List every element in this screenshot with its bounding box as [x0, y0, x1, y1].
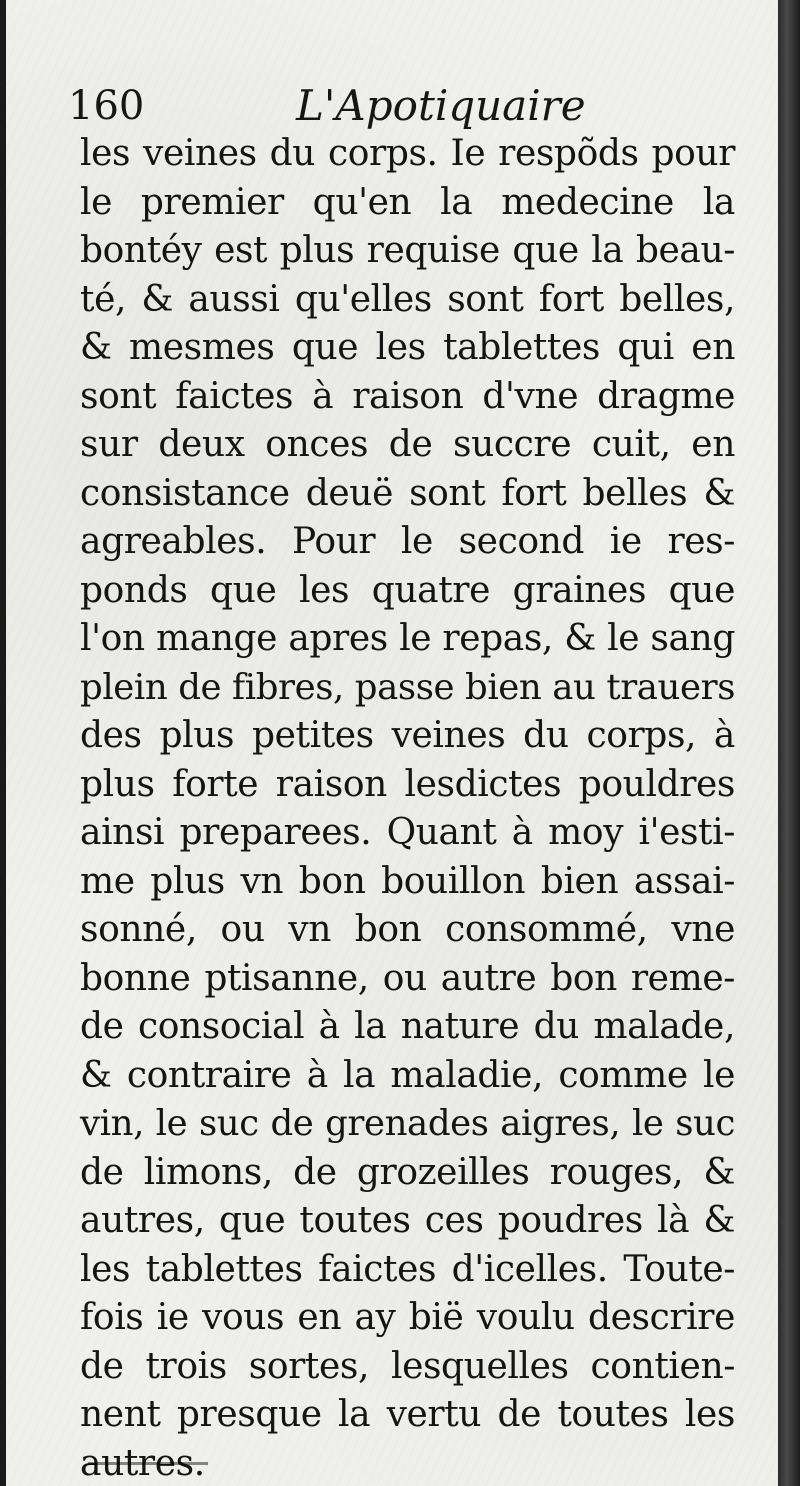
page-header	[68, 76, 728, 136]
text-line: l'on mange apres le repas, & le sang	[80, 618, 735, 659]
text-line: & contraire à la maladie, comme le	[80, 1054, 735, 1096]
text-line: le premier qu'en la medecine la	[80, 181, 735, 223]
text-line: de consocial à la nature du malade,	[80, 1006, 735, 1047]
text-line: agreables. Pour le second ie res-	[80, 521, 735, 562]
text-line: les veines du corps. Ie respõds pour	[80, 133, 735, 174]
text-line: sont faictes à raison d'vne dragme	[80, 375, 735, 417]
text-line: de limons, de grozeilles rouges, &	[80, 1151, 735, 1193]
text-line: vin, le suc de grenades aigres, le suc	[80, 1103, 735, 1144]
text-line: plus forte raison lesdictes pouldres	[80, 763, 735, 805]
text-line: & mesmes que les tablettes qui en	[80, 327, 735, 368]
page-gutter-shadow	[778, 0, 800, 1486]
text-line: ainsi preparees. Quant à moy i'esti-	[80, 812, 735, 853]
text-line: bonne ptisanne, ou autre bon reme-	[80, 957, 735, 999]
ink-underline	[88, 1462, 208, 1465]
text-line: plein de fibres, passe bien au trauers	[80, 666, 736, 708]
text-line: fois ie vous en ay bië voulu descrire	[80, 1297, 735, 1338]
text-line: autres, que toutes ces poudres là &	[80, 1200, 735, 1241]
text-line: té, & aussi qu'elles sont fort belles,	[80, 278, 735, 320]
text-line: nent presque la vertu de toutes les	[80, 1394, 735, 1435]
text-line: sur deux onces de succre cuit, en	[80, 424, 735, 465]
text-line: consistance deuë sont fort belles &	[80, 472, 735, 514]
text-line: des plus petites veines du corps, à	[80, 715, 735, 756]
text-line: sonné, ou vn bon consommé, vne	[80, 909, 735, 950]
text-line: autres.	[80, 1442, 205, 1484]
text-line: me plus vn bon bouillon bien assai-	[80, 860, 735, 902]
text-line: bontéy est plus requise que la beau-	[80, 230, 735, 271]
running-title: L'Apotiquaire	[296, 81, 586, 130]
text-line: ponds que les quatre graines que	[80, 569, 735, 611]
page-number: 160	[68, 83, 145, 129]
text-line: de trois sortes, lesquelles contien-	[80, 1345, 735, 1387]
text-line: les tablettes faictes d'icelles. Toute-	[80, 1248, 735, 1290]
body-text	[80, 130, 735, 1486]
